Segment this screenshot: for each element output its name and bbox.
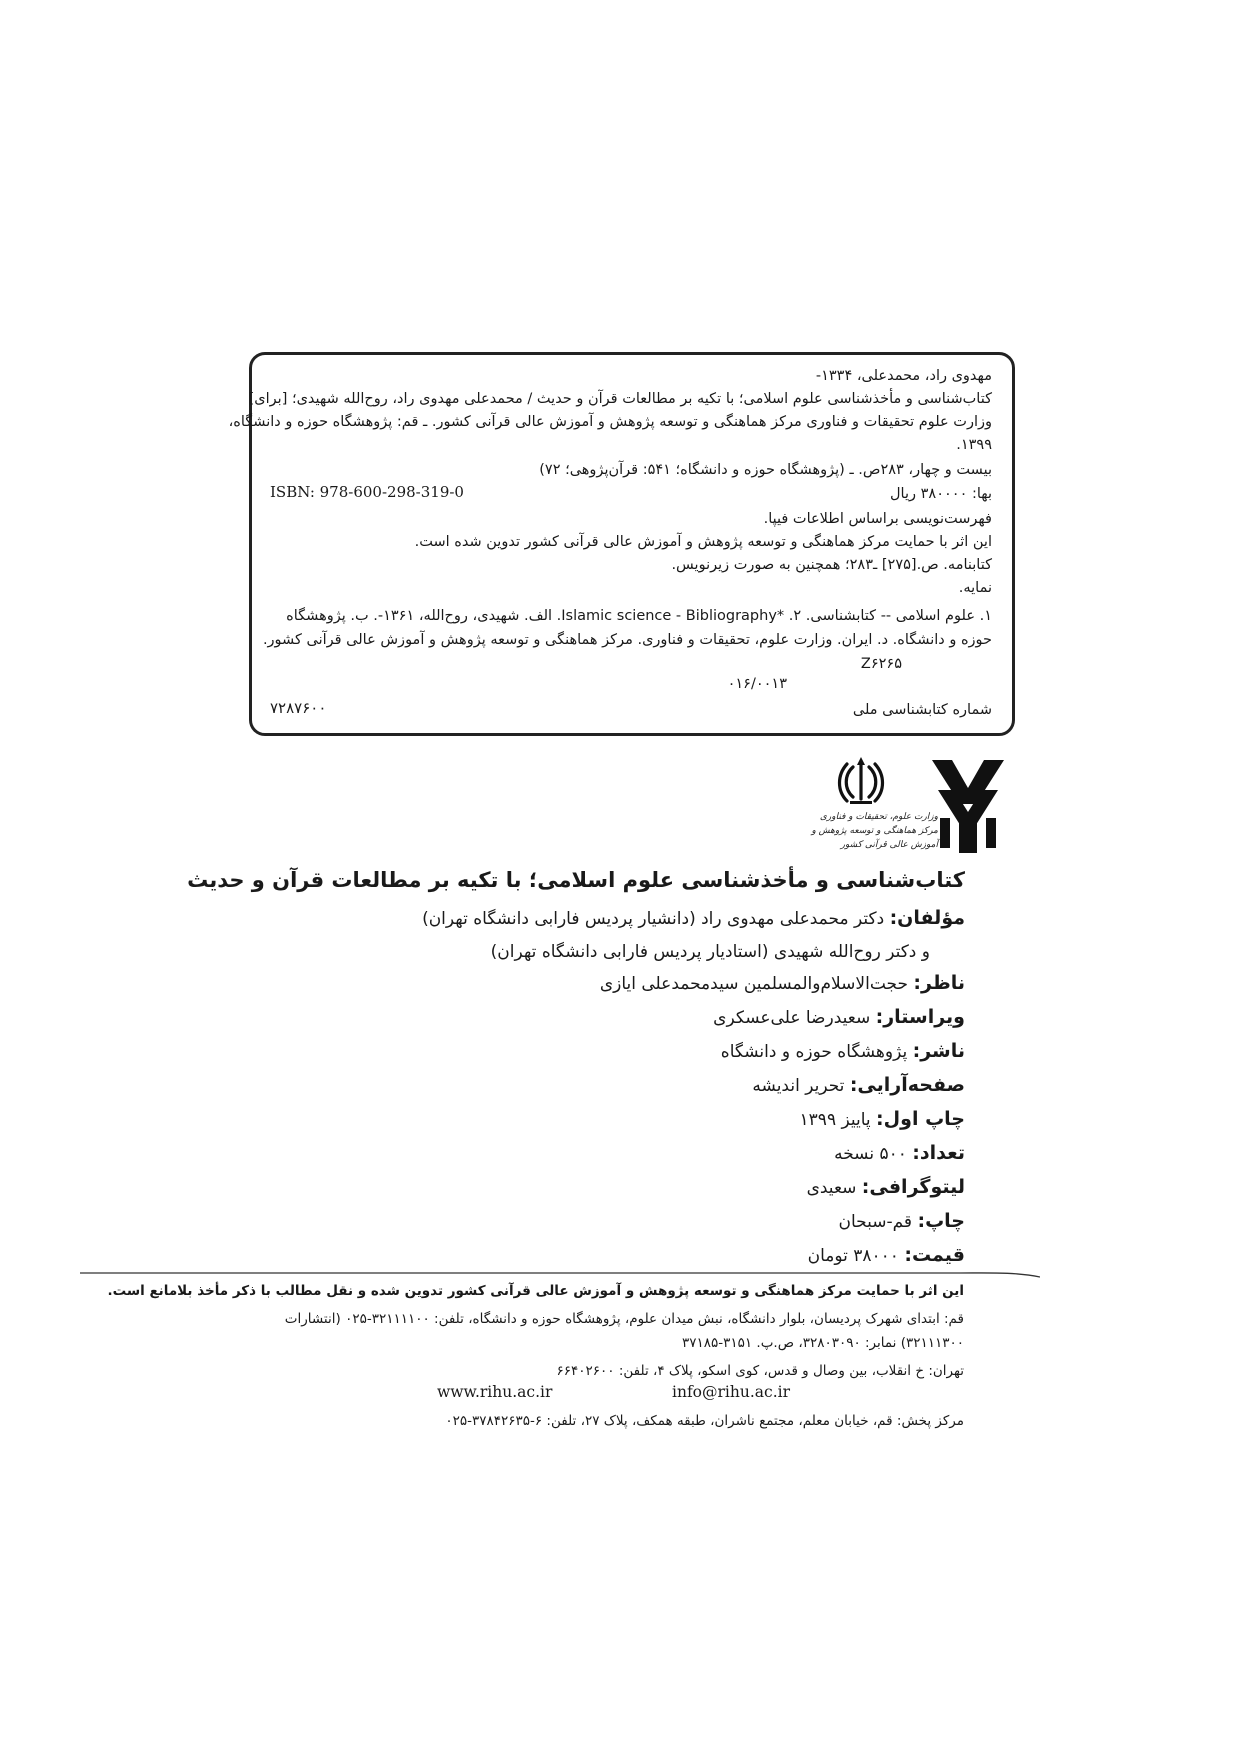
cip-note-index: نمایه.: [958, 580, 992, 596]
cip-publisher-line: وزارت علوم تحقیقات و فناوری مرکز هماهنگی و توسعه پژوهش و آموزش عالی قرآنی کشور. ـ قم: پژوهشگاه حوزه و دانشگاه،: [228, 414, 992, 430]
book-title: کتاب‌شناسی و مأخذشناسی علوم اسلامی؛ با تکیه بر مطالعات قرآن و حدیث: [187, 868, 965, 892]
research-center-logo-icon: [932, 760, 1004, 853]
litho-label: لیتوگرافی:: [861, 1176, 965, 1198]
authors-row: [422, 907, 965, 929]
supervisor-label: ناظر:: [913, 972, 965, 994]
price-label: قیمت:: [904, 1244, 965, 1266]
layout-row: [752, 1074, 965, 1096]
cip-dewey: ۰۱۶/۰۰۱۳: [727, 676, 787, 692]
editor-row: [713, 1006, 965, 1028]
qom-address: قم: ابتدای شهرک پردیسان، بلوار دانشگاه، نبش میدان علوم، پژوهشگاه حوزه و دانشگاه، تلفن: ۳۲۱۱۱۱۰۰-۰۲۵ (انتشارات ۳۲۱۱۱۳۰۰) نمابر: ۳۲۸۰۳۰۹۰، ص.پ. ۳۱۵۱-۳۷۱۸۵: [284, 1311, 964, 1351]
ministry-caption-line1: وزارت علوم، تحقیقات و فناوری: [819, 812, 938, 822]
print-value: قم-سبحان: [838, 1212, 913, 1232]
print-row: [838, 1210, 965, 1232]
cip-year-line: ۱۳۹۹.: [956, 437, 992, 453]
cataloging-box: [228, 352, 1015, 736]
publisher-row: [721, 1040, 965, 1062]
distribution-address: مرکز پخش: قم، خیابان معلم، مجتمع ناشران، طبقه همکف، پلاک ۲۷، تلفن: ۶-۳۷۸۴۲۶۳۵-۰۲۵: [445, 1413, 964, 1429]
price-row: [808, 1244, 965, 1266]
publisher-label: ناشر:: [912, 1040, 965, 1062]
cip-classification: Z۶۲۶۵: [860, 656, 902, 672]
cip-title-line: کتاب‌شناسی و مأخذشناسی علوم اسلامی؛ با تکیه بر مطالعات قرآن و حدیث / محمدعلی مهدوی راد، روح‌الله شهیدی؛ [برای]: [248, 391, 992, 407]
price-value: ۳۸۰۰۰ تومان: [807, 1246, 899, 1266]
cip-national-label: شماره کتابشناسی ملی: [852, 702, 992, 718]
ministry-caption-line2: مرکز هماهنگی و توسعه پژوهش و آموزش عالی قرآنی کشور: [811, 826, 938, 850]
cip-subjects-line1: ۱. علوم اسلامی -- کتابشناسی. ۲. *Islamic science - Bibliography. الف. شهیدی، روح‌الله، ۱۳۶۱-. ب. پژوهشگاه: [286, 608, 992, 624]
cip-series-line: بیست و چهار، ۲۸۳ص. ـ (پژوهشگاه حوزه و دانشگاه؛ ۵۴۱: قرآن‌پژوهی؛ ۷۲): [539, 462, 992, 478]
edition-value: پاییز ۱۳۹۹: [799, 1110, 871, 1130]
author-1: دکتر محمدعلی مهدوی راد (دانشیار پردیس فارابی دانشگاه تهران): [422, 909, 885, 929]
editor-value: سعیدرضا علی‌عسکری: [713, 1008, 871, 1028]
layout-label: صفحه‌آرایی:: [849, 1074, 965, 1096]
count-value: ۵۰۰ نسخه: [834, 1144, 907, 1164]
supervisor-row: [600, 972, 965, 994]
cip-isbn: ISBN: 978-600-298-319-0: [270, 483, 464, 501]
layout-value: تحریر اندیشه: [752, 1076, 845, 1096]
tehran-address: تهران: خ انقلاب، بین وصال و قدس، کوی اسکو، پلاک ۴، تلفن: ۶۶۴۰۲۶۰۰: [556, 1363, 964, 1379]
litho-row: [807, 1176, 965, 1198]
ministry-caption: [788, 810, 938, 852]
email-link[interactable]: info@rihu.ac.ir: [672, 1383, 790, 1401]
print-label: چاپ:: [917, 1210, 965, 1232]
supervisor-value: حجت‌الاسلام‌والمسلمین سیدمحمدعلی ایازی: [599, 974, 908, 994]
authors-label: مؤلفان:: [889, 907, 965, 929]
count-row: [834, 1142, 965, 1164]
cip-note-fipa: فهرست‌نویسی براساس اطلاعات فیپا.: [763, 511, 992, 527]
edition-row: [800, 1108, 965, 1130]
cip-subjects-line2: حوزه و دانشگاه. د. ایران. وزارت علوم، تحقیقات و فناوری. مرکز هماهنگی و توسعه پژوهش و آموزش عالی قرآنی کشور.: [262, 632, 992, 648]
edition-label: چاپ اول:: [876, 1108, 965, 1130]
website-link[interactable]: www.rihu.ac.ir: [437, 1383, 553, 1401]
editor-label: ویراستار:: [875, 1006, 965, 1028]
cip-national-number: ۷۲۸۷۶۰۰: [270, 699, 327, 717]
author-2: و دکتر روح‌الله شهیدی (استادیار پردیس فارابی دانشگاه تهران): [490, 942, 930, 962]
count-label: تعداد:: [912, 1142, 965, 1164]
support-notice: این اثر با حمایت مرکز هماهنگی و توسعه پژوهش و آموزش عالی قرآنی کشور تدوین شده و نقل مطالب با ذکر مأخذ بلامانع است.: [107, 1283, 964, 1299]
iran-emblem-icon: [836, 755, 886, 807]
publisher-value: پژوهشگاه حوزه و دانشگاه: [720, 1042, 908, 1062]
cip-note-bibliography: کتابنامه. ص.[۲۷۵] ـ۲۸۳؛ همچنین به صورت زیرنویس.: [671, 557, 992, 573]
cip-price: بها: ۳۸۰۰۰۰ ریال: [890, 486, 992, 502]
cip-author-line: مهدوی راد، محمدعلی، ۱۳۳۴-: [815, 368, 992, 384]
cip-note-support: این اثر با حمایت مرکز هماهنگی و توسعه پژوهش و آموزش عالی قرآنی کشور تدوین شده است.: [414, 534, 992, 550]
litho-value: سعیدی: [806, 1178, 857, 1198]
divider-line: [80, 1266, 1040, 1280]
